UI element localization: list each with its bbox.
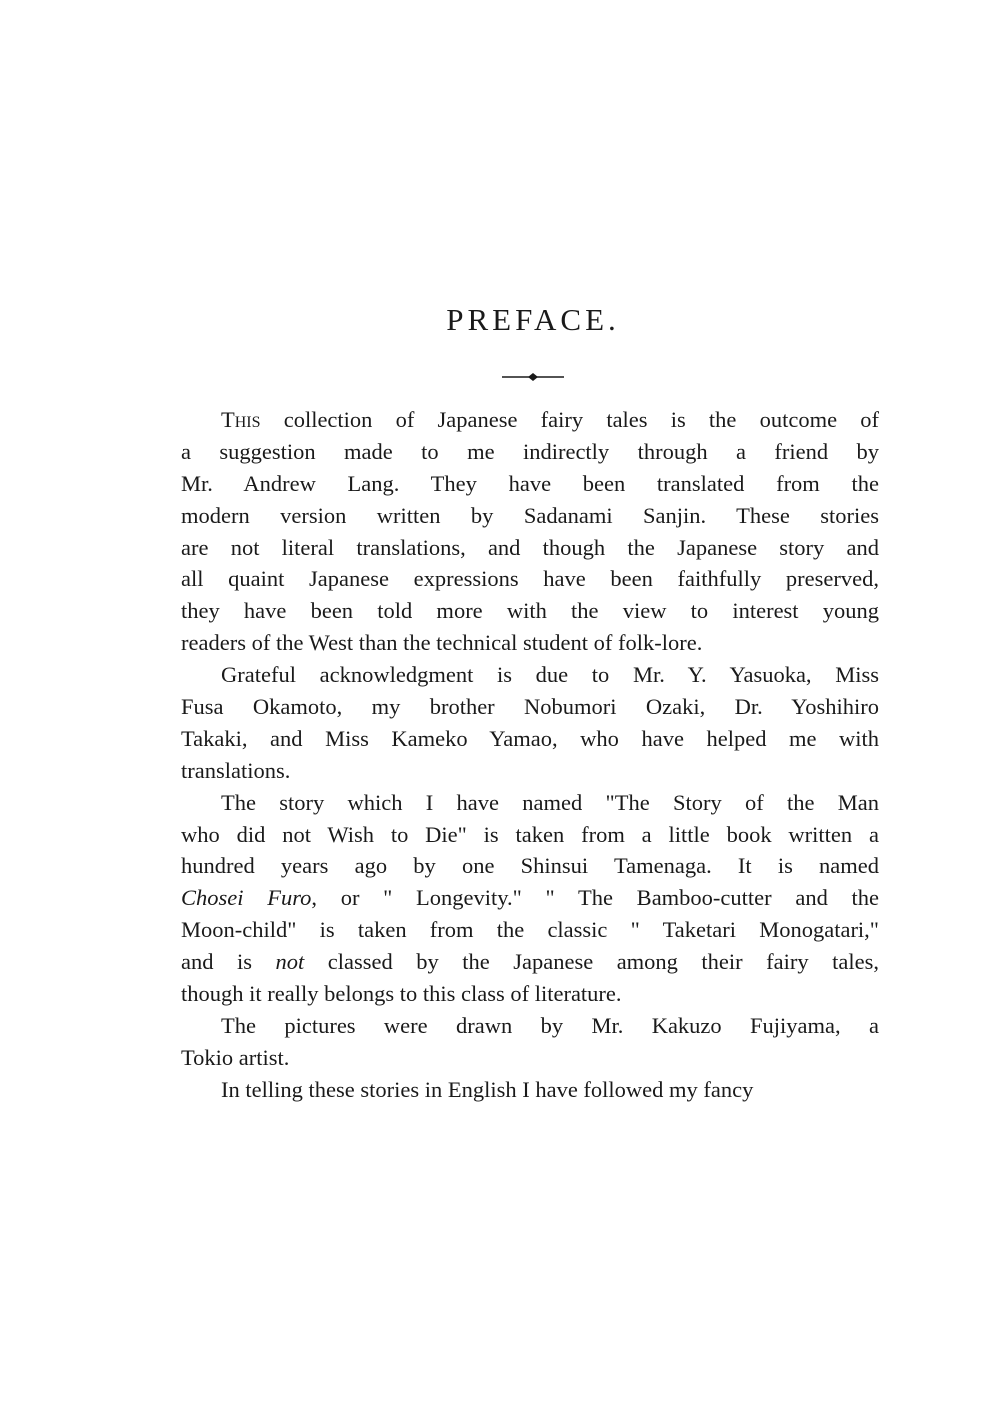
- text-run: classed by the Japanese among their fairy tales,: [304, 949, 879, 975]
- text-line: [181, 819, 879, 851]
- text-line: [181, 500, 879, 532]
- text-run: they have been told more with the view to interest young: [181, 598, 879, 624]
- text-run: Moon-child" is taken from the classic " Taketari Monogatari,": [181, 917, 879, 943]
- text-line: [181, 436, 879, 468]
- text-run: Fusa Okamoto, my brother Nobumori Ozaki, Dr. Yoshihiro: [181, 694, 879, 720]
- text-line: [181, 563, 879, 595]
- text-line: [181, 882, 879, 914]
- text-line: [181, 595, 879, 627]
- paragraph: [181, 659, 879, 787]
- text-line: [181, 532, 879, 564]
- paragraph: [181, 404, 879, 659]
- text-line: [181, 723, 879, 755]
- text-run: collection of Japanese fairy tales is the outcome of: [260, 407, 879, 432]
- text-line: [181, 1010, 879, 1042]
- text-line: [181, 946, 879, 978]
- text-run: Takaki, and Miss Kameko Yamao, who have helped me with: [181, 725, 879, 751]
- italic-text: Chosei Furo: [181, 885, 312, 911]
- text-run: who did not Wish to Die" is taken from a little book written a: [181, 821, 879, 847]
- text-run: Mr. Andrew Lang. They have been translated from the: [181, 470, 879, 496]
- italic-text: not: [275, 949, 305, 975]
- text-line: [181, 468, 879, 500]
- small-caps-opening-word: This: [221, 407, 261, 432]
- text-run: , or " Longevity." " The Bamboo-cutter and the: [311, 885, 880, 911]
- text-line: [181, 659, 879, 691]
- paragraph: [181, 787, 879, 1010]
- text-run: translations.: [181, 757, 291, 783]
- text-run: and is: [181, 949, 276, 975]
- text-line: [181, 914, 879, 946]
- text-line: [181, 404, 879, 436]
- text-run: readers of the West than the technical student of folk-lore.: [181, 630, 703, 656]
- preface-body: [181, 404, 879, 1106]
- dash-diamond-dash-ornament-icon: [502, 370, 564, 384]
- text-line: [181, 850, 879, 882]
- text-line: [181, 978, 879, 1010]
- text-line: [181, 787, 879, 819]
- paragraph: [181, 1074, 879, 1106]
- text-line: [181, 627, 879, 659]
- text-run: In telling these stories in English I have followed my fancy: [221, 1076, 754, 1102]
- text-run: Grateful acknowledgment is due to Mr. Y. Yasuoka, Miss: [221, 662, 879, 688]
- text-line: [181, 755, 879, 787]
- paragraph: [181, 1010, 879, 1074]
- text-run: a suggestion made to me indirectly through a friend by: [181, 438, 879, 464]
- text-run: hundred years ago by one Shinsui Tamenaga. It is named: [181, 853, 879, 879]
- text-line: [181, 1074, 879, 1106]
- text-line: [181, 1042, 879, 1074]
- text-run: The story which I have named "The Story of the Man: [221, 789, 879, 815]
- text-run: The pictures were drawn by Mr. Kakuzo Fujiyama, a: [221, 1012, 879, 1038]
- text-line: [181, 691, 879, 723]
- text-run: are not literal translations, and though the Japanese story and: [181, 534, 879, 560]
- text-run: modern version written by Sadanami Sanjin. These stories: [181, 502, 879, 528]
- text-run: all quaint Japanese expressions have been faithfully preserved,: [181, 566, 879, 592]
- text-run: Tokio artist.: [181, 1044, 290, 1070]
- page-title: PREFACE.: [446, 302, 620, 337]
- text-run: though it really belongs to this class of literature.: [181, 981, 622, 1007]
